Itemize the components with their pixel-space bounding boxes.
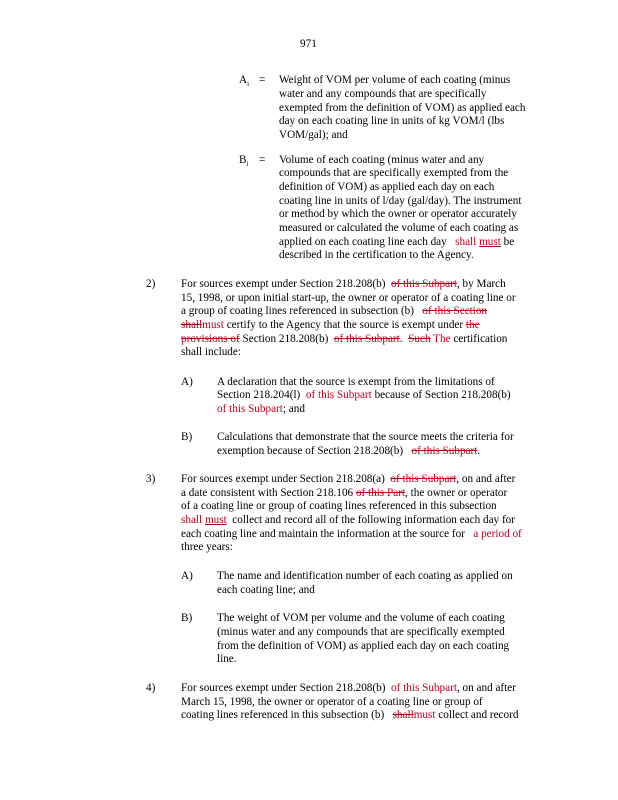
inserted-text: of this Subpart — [305, 389, 372, 401]
variable-b-line-8: described in the certification to the Agency. — [279, 249, 474, 261]
deleted-text: of this Subpart — [391, 278, 457, 290]
variable-a-equals: = — [259, 74, 266, 86]
page-number: 971 — [300, 38, 317, 50]
variable-b-line-5: or method by which the owner or operator accurately — [279, 208, 517, 220]
item-2-line-2: 15, 1998, or upon initial start-up, the owner or operator of a coating line or — [181, 292, 516, 304]
deleted-text: provisions of — [181, 333, 240, 345]
item-2-line-3: a group of coating lines referenced in subsection (b) of this Section — [181, 305, 488, 317]
item-2-line-5: provisions of Section 218.208(b) of this Subpart. Such The certification — [181, 333, 508, 345]
item-3-line-3: of a coating line or group of coating lines referenced in this subsection — [181, 500, 497, 512]
item-4-number: 4) — [146, 682, 156, 694]
item-2a-label: A) — [181, 376, 193, 388]
deleted-text: of this Part — [355, 487, 406, 499]
variable-b-line-4: coating line in units of l/day (gal/day). The instrument — [279, 195, 522, 207]
item-2-number: 2) — [146, 278, 156, 290]
item-2-line-1: For sources exempt under Section 218.208(b) of this Subpart, by March — [181, 278, 506, 290]
item-3-number: 3) — [146, 473, 156, 485]
variable-a-line-4: day on each coating line in units of kg VOM/l (lbs — [279, 115, 505, 127]
inserted-text: of this Subpart — [391, 682, 457, 694]
inserted-text: shall — [181, 514, 203, 526]
item-3b-line-3: from the definition of VOM) as applied each day on each coating — [217, 640, 510, 652]
variable-b-line-2: compounds that are specifically exempted from the — [279, 167, 509, 179]
deleted-text: the — [465, 319, 480, 331]
deleted-text: of this Subpart — [333, 333, 400, 345]
item-2a-line-1: A declaration that the source is exempt from the limitations of — [217, 376, 495, 388]
item-4-line-2: March 15, 1998, the owner or operator of a coating line or group of — [181, 696, 483, 708]
item-3-line-2: a date consistent with Section 218.106 of this Part, the owner or operator — [181, 487, 508, 499]
inserted-text: shall — [455, 236, 477, 248]
item-3a-line-2: each coating line; and — [217, 584, 315, 596]
item-3-line-4: shall must collect and record all of the following information each day for — [181, 514, 515, 526]
variable-b-label: $B_i$ — [239, 154, 249, 169]
deleted-text: of this Subpart — [411, 445, 478, 457]
inserted-text: of this Subpart — [217, 403, 283, 415]
item-3b-line-1: The weight of VOM per volume and the volume of each coating — [217, 612, 505, 624]
variable-b-line-6: measured or calculated the volume of each coating as — [279, 222, 519, 234]
deleted-text: shall — [181, 319, 203, 331]
inserted-text: a period of — [473, 528, 522, 540]
item-4-line-1: For sources exempt under Section 218.208(b) of this Subpart, on and after — [181, 682, 516, 694]
item-3-line-5: each coating line and maintain the information at the source for a period of — [181, 528, 522, 540]
item-2a-line-3: of this Subpart; and — [217, 403, 305, 415]
variable-b-line-7: applied on each coating line each day shall must be — [279, 236, 515, 248]
item-3b-line-2: (minus water and any compounds that are specifically exempted — [217, 626, 505, 638]
variable-a-line-1: Weight of VOM per volume of each coating (minus — [279, 74, 511, 86]
item-2b-label: B) — [181, 431, 193, 443]
variable-a-label: $A_i$ — [239, 74, 250, 89]
deleted-text: shall — [392, 709, 414, 721]
item-2b-line-2: exemption because of Section 218.208(b) of this Subpart. — [217, 445, 481, 457]
inserted-text: must — [202, 319, 224, 331]
inserted-underlined-text: must — [479, 236, 501, 248]
item-2-line-6: shall include: — [181, 346, 241, 358]
inserted-text: must — [413, 709, 436, 721]
variable-b-line-1: Volume of each coating (minus water and any — [279, 154, 485, 166]
item-4-line-3: coating lines referenced in this subsection (b) shallmust collect and record — [181, 709, 519, 721]
item-3b-label: B) — [181, 612, 193, 624]
item-2a-line-2: Section 218.204(l) of this Subpart because of Section 218.208(b) — [217, 389, 511, 401]
variable-a-line-5: VOM/gal); and — [279, 129, 348, 141]
variable-b-line-3: definition of VOM) as applied each day on each — [279, 181, 495, 193]
item-3a-label: A) — [181, 570, 193, 582]
item-2b-line-1: Calculations that demonstrate that the source meets the criteria for — [217, 431, 514, 443]
deleted-text: Such — [408, 333, 431, 345]
deleted-text: of this Section — [422, 305, 488, 317]
variable-b-equals: = — [259, 154, 266, 166]
deleted-text: of this Subpart — [390, 473, 457, 485]
item-3a-line-1: The name and identification number of each coating as applied on — [217, 570, 513, 582]
item-3b-line-4: line. — [217, 653, 237, 665]
item-3-line-6: three years: — [181, 541, 233, 553]
item-2-line-4: shallmust certify to the Agency that the source is exempt under the — [181, 319, 480, 331]
inserted-underlined-text: must — [204, 514, 227, 526]
item-3-line-1: For sources exempt under Section 218.208(a) of this Subpart, on and after — [181, 473, 516, 485]
variable-a-line-3: exempted from the definition of VOM) as applied each — [279, 102, 526, 114]
variable-a-line-2: water and any compounds that are specifically — [279, 88, 487, 100]
inserted-text: The — [433, 333, 451, 345]
